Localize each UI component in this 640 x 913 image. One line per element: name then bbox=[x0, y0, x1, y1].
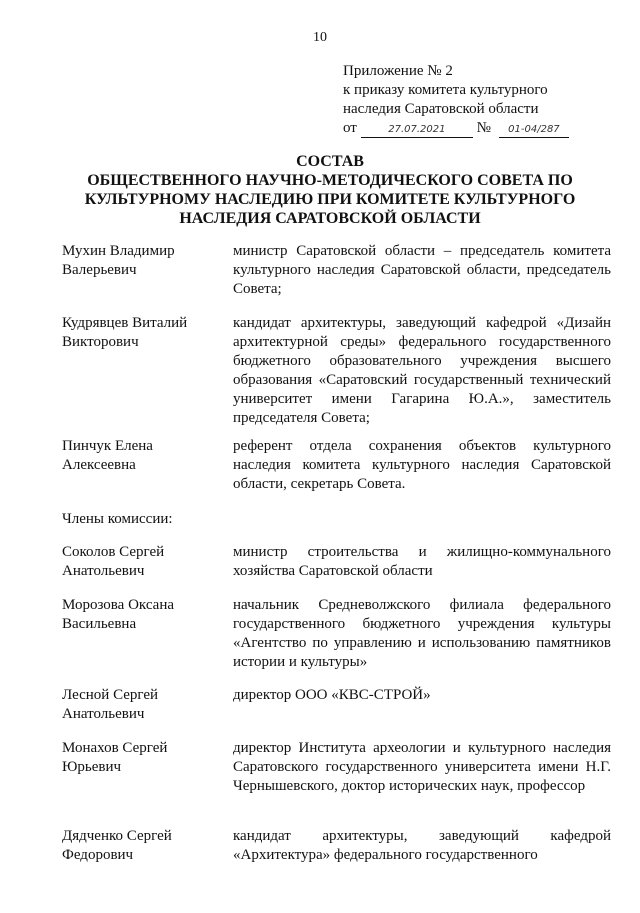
member-description: референт отдела сохранения объектов культурного наследия комитета культурного наследия Саратовской области, секретарь Совета. bbox=[233, 438, 611, 492]
member-name bbox=[62, 827, 222, 865]
member-name bbox=[62, 596, 222, 634]
appendix-block bbox=[343, 62, 603, 138]
member-name-line: Лесной Сергей bbox=[62, 687, 159, 703]
from-label: от bbox=[343, 120, 357, 136]
member-description: директор ООО «КВС-СТРОЙ» bbox=[233, 687, 431, 703]
title-line-2: ОБЩЕСТВЕННОГО НАУЧНО-МЕТОДИЧЕСКОГО СОВЕТА ПО bbox=[87, 172, 573, 189]
member-name-line: Валерьевич bbox=[62, 262, 137, 278]
handwritten-date: 27.07.2021 bbox=[361, 122, 473, 138]
member-name-line: Соколов Сергей bbox=[62, 544, 165, 560]
member-name-line: Викторович bbox=[62, 334, 139, 350]
member-name-line: Федорович bbox=[62, 847, 134, 863]
handwritten-number: 01-04/287 bbox=[499, 122, 569, 138]
member-name bbox=[62, 314, 222, 352]
member-description: директор Института археологии и культурного наследия Саратовского государственного университета имени Н.Г. Чернышевского, доктор исторических наук, профессор bbox=[233, 740, 611, 794]
member-name-line: Дядченко Сергей bbox=[62, 828, 172, 844]
member-description: кандидат архитектуры, заведующий кафедрой «Дизайн архитектурной среды» федерального государственного бюджетного образовательного учреждения высшего образования «Саратовский государственный технический университет имени Гагарина Ю.А.», заместитель председателя Совета; bbox=[233, 315, 611, 426]
member-name-line: Анатольевич bbox=[62, 706, 145, 722]
member-name bbox=[62, 543, 222, 581]
member-name bbox=[62, 739, 222, 777]
appendix-line-1: Приложение № 2 bbox=[343, 63, 453, 79]
members-heading: Члены комиссии: bbox=[62, 511, 173, 527]
title-line-4: НАСЛЕДИЯ САРАТОВСКОЙ ОБЛАСТИ bbox=[179, 210, 481, 227]
member-description: министр строительства и жилищно-коммунального хозяйства Саратовской области bbox=[233, 544, 611, 579]
member-name-line: Кудрявцев Виталий bbox=[62, 315, 188, 331]
appendix-date-line bbox=[343, 119, 603, 138]
number-label: № bbox=[476, 120, 491, 136]
title-line-3: КУЛЬТУРНОМУ НАСЛЕДИЮ ПРИ КОМИТЕТЕ КУЛЬТУРНОГО bbox=[84, 191, 576, 208]
member-name-line: Алексеевна bbox=[62, 457, 136, 473]
member-name-line: Анатольевич bbox=[62, 563, 145, 579]
member-description: кандидат архитектуры, заведующий кафедрой «Архитектура» федерального государственного bbox=[233, 828, 611, 863]
member-description: начальник Средневолжского филиала федерального государственного бюджетного учреждения культуры «Агентство по управлению и использованию памятников истории и культуры» bbox=[233, 597, 611, 670]
member-name-line: Монахов Сергей bbox=[62, 740, 168, 756]
member-name bbox=[62, 242, 222, 280]
member-name-line: Юрьевич bbox=[62, 759, 122, 775]
member-name-line: Васильевна bbox=[62, 616, 137, 632]
page-number: 10 bbox=[313, 30, 327, 45]
document-title bbox=[60, 152, 600, 228]
title-line-1: СОСТАВ bbox=[296, 153, 364, 170]
appendix-line-2: к приказу комитета культурного bbox=[343, 82, 548, 98]
member-description: министр Саратовской области – председатель комитета культурного наследия Саратовской области, председатель Совета; bbox=[233, 243, 611, 297]
member-name bbox=[62, 686, 222, 724]
member-name-line: Морозова Оксана bbox=[62, 597, 175, 613]
member-name-line: Пинчук Елена bbox=[62, 438, 153, 454]
appendix-line-3: наследия Саратовской области bbox=[343, 101, 539, 117]
member-name bbox=[62, 437, 222, 475]
member-name-line: Мухин Владимир bbox=[62, 243, 175, 259]
